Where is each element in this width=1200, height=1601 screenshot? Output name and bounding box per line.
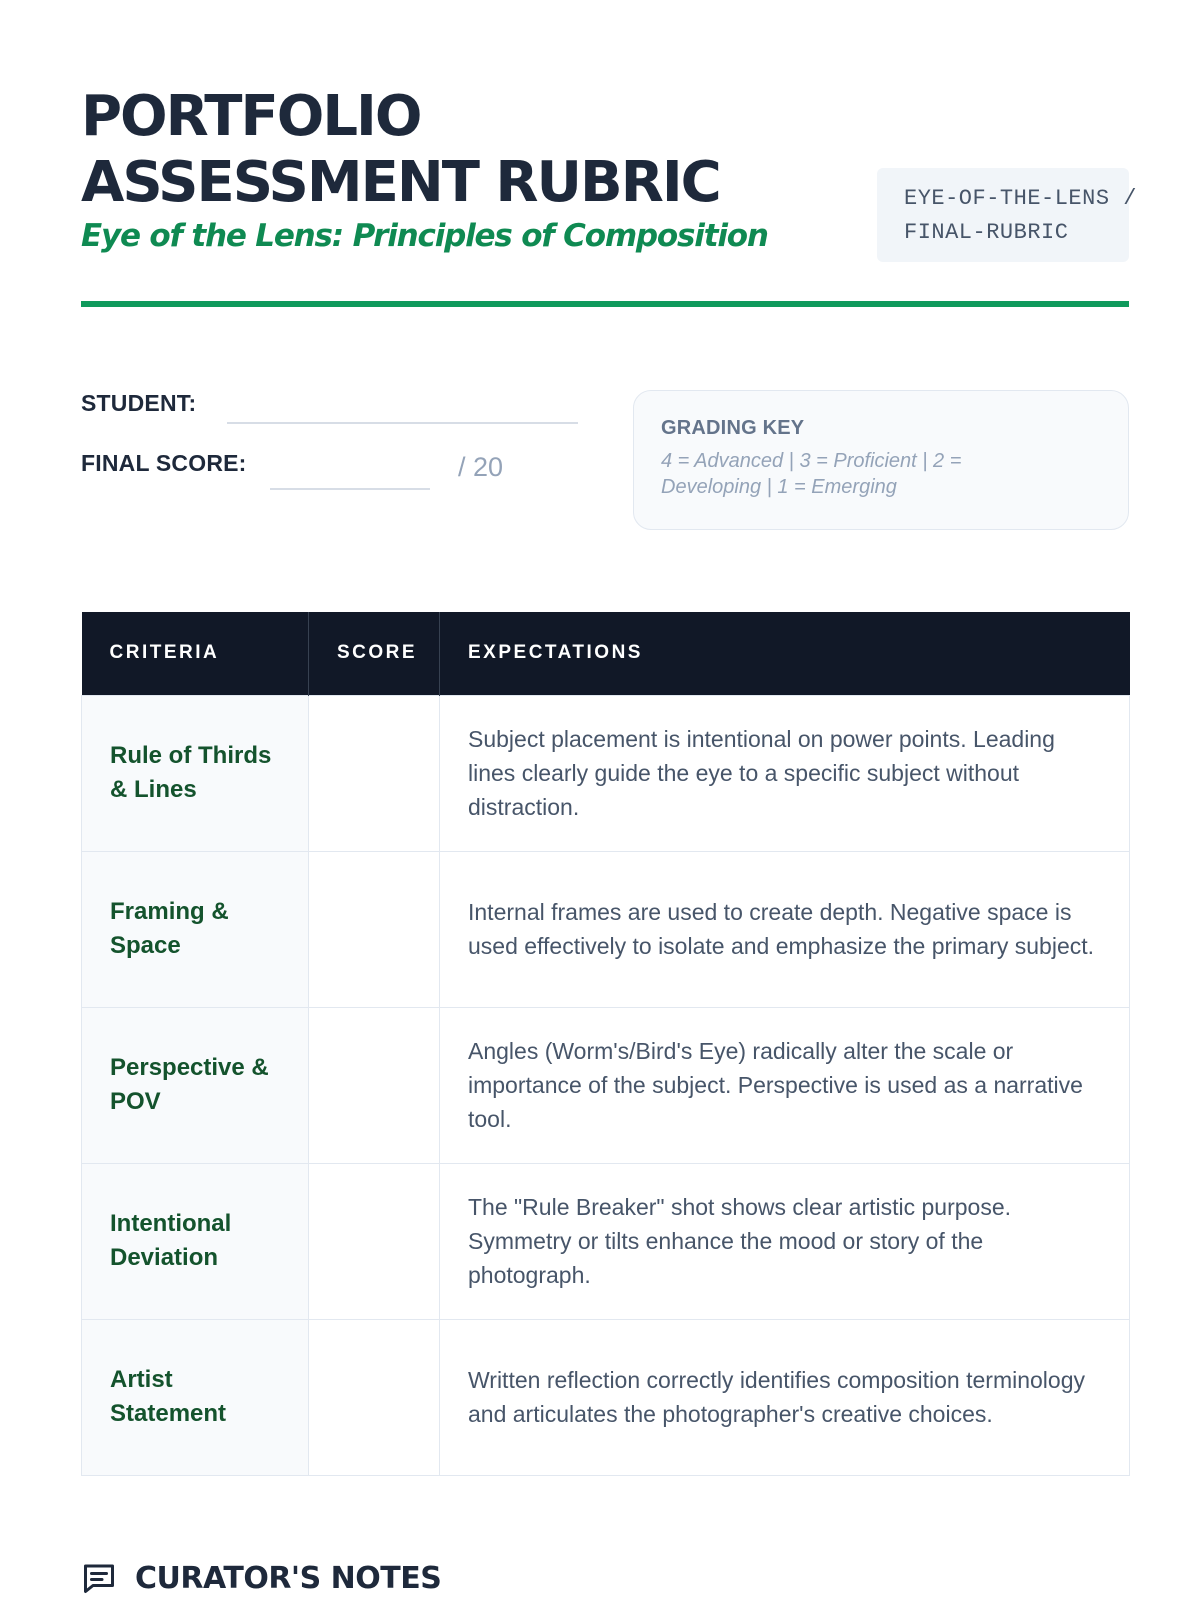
score-cell[interactable] <box>309 851 440 1007</box>
table-header-row <box>82 612 1130 695</box>
header <box>81 0 1137 310</box>
grading-key-text: 4 = Advanced | 3 = Proficient | 2 = Developing | 1 = Emerging <box>661 450 962 498</box>
criteria-cell: Perspective & POV <box>82 1007 309 1163</box>
criteria-cell: Rule of Thirds & Lines <box>82 695 309 851</box>
score-cell[interactable] <box>309 1163 440 1319</box>
table-row <box>82 695 1130 851</box>
table-row <box>82 1007 1130 1163</box>
curators-notes-heading <box>81 1556 441 1600</box>
rubric-page <box>81 0 1137 1596</box>
final-score-label: FINAL SCORE: <box>81 450 247 476</box>
curators-notes-title: CURATOR'S NOTES <box>135 1560 442 1596</box>
table-row <box>82 1319 1130 1475</box>
score-cell[interactable] <box>309 1007 440 1163</box>
column-header-criteria: CRITERIA <box>82 612 309 695</box>
page-title <box>81 84 801 216</box>
title-line-1: PORTFOLIO <box>81 84 421 149</box>
header-divider <box>81 301 1129 307</box>
expectations-cell: Internal frames are used to create depth. Negative space is used effectively to isolate and emphasize the primary subject. <box>440 851 1130 1007</box>
student-label: STUDENT: <box>81 390 197 416</box>
expectations-cell: Angles (Worm's/Bird's Eye) radically alter the scale or importance of the subject. Perspective is used as a narrative tool. <box>440 1007 1130 1163</box>
table-row <box>82 1163 1130 1319</box>
expectations-cell: Written reflection correctly identifies composition terminology and articulates the photographer's creative choices. <box>440 1319 1130 1475</box>
page-subtitle: Eye of the Lens: Principles of Composition <box>81 218 768 254</box>
column-header-score: SCORE <box>309 612 440 695</box>
criteria-cell: Artist Statement <box>82 1319 309 1475</box>
student-name-field[interactable] <box>227 422 578 424</box>
expectations-cell: The "Rule Breaker" shot shows clear artistic purpose. Symmetry or tilts enhance the mood or story of the photograph. <box>440 1163 1130 1319</box>
grading-key-box <box>633 390 1129 530</box>
table-row <box>82 851 1130 1007</box>
criteria-cell: Intentional Deviation <box>82 1163 309 1319</box>
document-id-badge <box>877 168 1137 262</box>
score-cell[interactable] <box>309 1319 440 1475</box>
rubric-table <box>81 612 1130 1476</box>
column-header-expectations: EXPECTATIONS <box>440 612 1130 695</box>
grading-key-title: GRADING KEY <box>661 417 805 439</box>
document-id-line-2: FINAL-RUBRIC <box>904 220 1069 245</box>
score-cell[interactable] <box>309 695 440 851</box>
final-score-field[interactable] <box>270 488 430 490</box>
score-out-of: / 20 <box>458 452 504 482</box>
expectations-cell: Subject placement is intentional on power points. Leading lines clearly guide the eye to a specific subject without distraction. <box>440 695 1130 851</box>
student-info-section <box>81 390 1129 540</box>
document-id-line-1: EYE-OF-THE-LENS / <box>904 186 1137 211</box>
title-line-2: ASSESSMENT RUBRIC <box>81 150 720 215</box>
criteria-cell: Framing & Space <box>82 851 309 1007</box>
message-square-text-icon <box>81 1560 117 1596</box>
